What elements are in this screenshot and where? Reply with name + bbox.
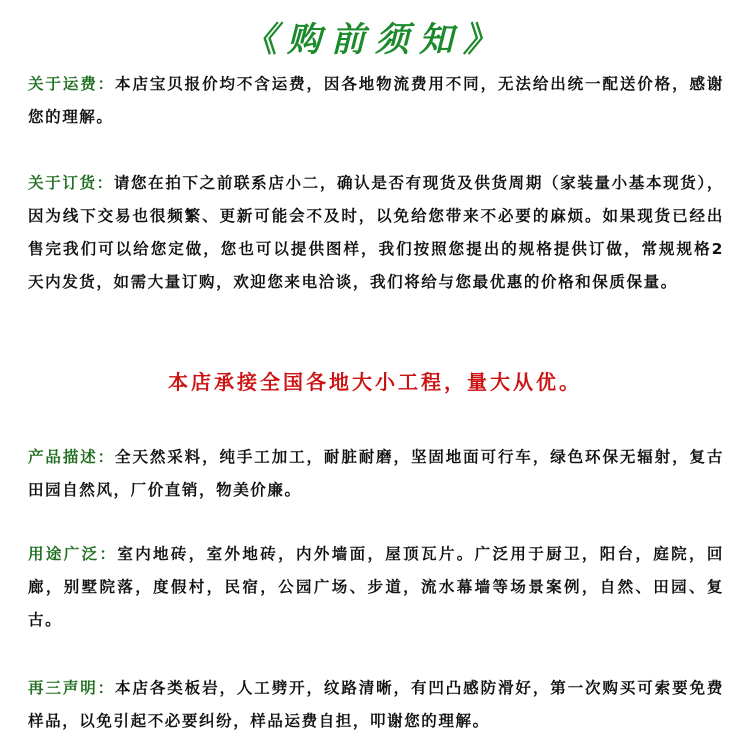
section-description — [28, 441, 724, 507]
section-label: 再三声明： — [28, 679, 116, 697]
section-text: 本店各类板岩，人工劈开，纹路清晰，有凹凸感防滑好，第一次购买可索要免费样品，以免引起不必要纠纷，样品运费自担，叩谢您的理解。 — [28, 679, 724, 730]
page-title: 《购前须知》 — [243, 20, 507, 60]
section-shipping — [28, 68, 724, 134]
section-text: 室内地砖，室外地砖，内外墙面，屋顶瓦片。广泛用于厨卫，阳台，庭院，回廊，别墅院落，度假村，民宿，公园广场、步道，流水幕墙等场景案例，自然、田园、复古。 — [28, 545, 724, 629]
section-usage — [28, 538, 724, 637]
section-text: 请您在拍下之前联系店小二，确认是否有现货及供货周期（家装量小基本现货），因为线下交易也很频繁、更新可能会不及时，以免给您带来不必要的麻烦。如果现货已经出售完我们可以给您定做，您也可以提供图样，我们按照您提出的规格提供订做，常规规格2天内发货，如需大量订购，欢迎您来电洽谈，我们将给与您最优惠的价格和保质保量。 — [28, 174, 724, 291]
section-label: 用途广泛： — [28, 545, 118, 563]
section-text: 全天然采料，纯手工加工，耐脏耐磨，坚固地面可行车，绿色环保无辐射，复古田园自然风，厂价直销，物美价廉。 — [28, 448, 724, 499]
section-text: 本店宝贝报价均不含运费，因各地物流费用不同，无法给出统一配送价格，感谢您的理解。 — [28, 75, 724, 126]
section-label: 关于订货： — [28, 174, 114, 192]
section-label: 产品描述： — [28, 448, 116, 466]
project-notice: 本店承接全国各地大小工程，量大从优。 — [168, 370, 582, 394]
section-statement — [28, 672, 724, 738]
section-ordering — [28, 167, 724, 299]
section-label: 关于运费： — [28, 75, 116, 93]
